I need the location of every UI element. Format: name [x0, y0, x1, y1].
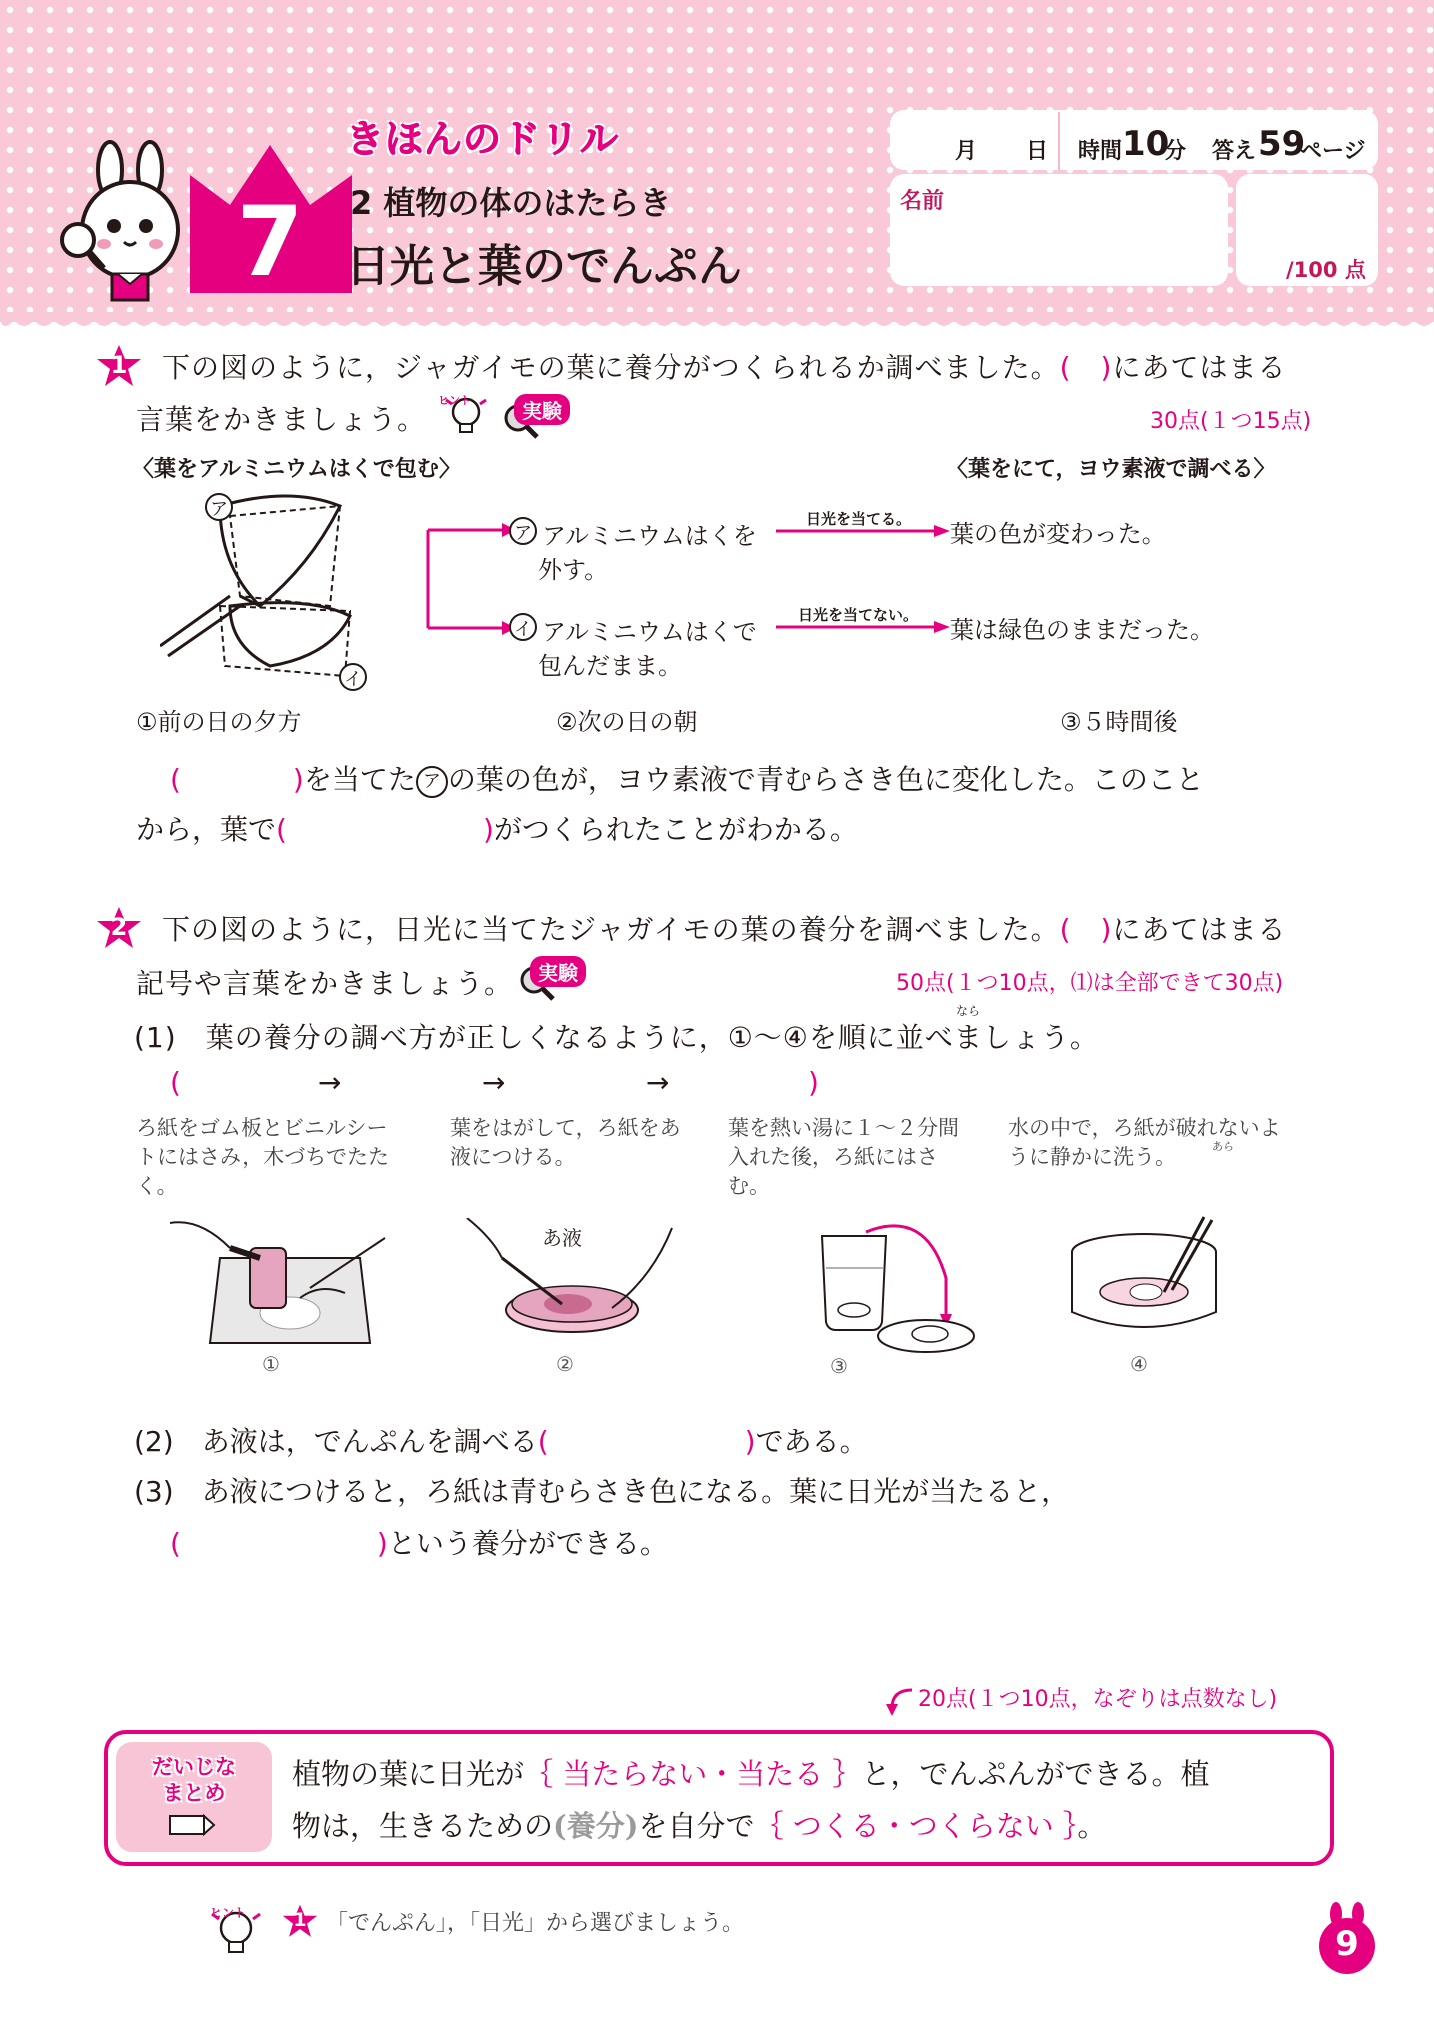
step-4-wash-illustration: [1064, 1212, 1228, 1352]
order-open-paren: (: [170, 1066, 181, 1099]
foil-leaves-illustration: [160, 486, 390, 686]
day-label: 日: [1026, 139, 1049, 164]
q2-sub1: (1) 葉の養分の調べ方が正しくなるように，①〜④を順に並べましょう。: [134, 1021, 1099, 1054]
row-a-result: 葉の色が変わった。: [950, 520, 1166, 548]
q1-instruction-line1: 下の図のように，ジャガイモの葉に養分がつくられるか調べました。( )にあてはまる: [162, 351, 1287, 384]
order-slot-2[interactable]: [360, 1070, 460, 1102]
order-slot-1[interactable]: [200, 1070, 300, 1102]
divider: [1058, 112, 1060, 170]
footer-hint-number: 1: [293, 1909, 307, 1931]
q1-answer-line1: ( )を当てた ア の葉の色が，ヨウ素液で青むらさき色に変化した。このこと: [170, 763, 1204, 796]
q1-points: 30点(１つ15点): [1150, 409, 1312, 434]
footer-hint-text: 「でんぷん」，「日光」から選びましょう。: [326, 1911, 745, 1936]
order-slot-4[interactable]: [688, 1070, 788, 1102]
step-3-text: 葉を熱い湯に１〜２分間入れた後，ろ紙にはさむ。: [728, 1116, 959, 1198]
answer-blank-starch[interactable]: ( ): [276, 813, 494, 846]
summary-choice-1[interactable]: ｛ 当たらない・当たる ｝: [524, 1757, 862, 1791]
fig-4-label: ④: [1130, 1352, 1148, 1376]
step-1-hammer-illustration: [170, 1218, 400, 1348]
row-a-mark: ア: [514, 523, 532, 544]
q2-instruction-line1: 下の図のように，日光に当てたジャガイモの葉の養分を調べました。( )にあてはまる: [162, 913, 1287, 946]
q2-sub3-line1: (3) あ液につけると，ろ紙は青むらさき色になる。葉に日光が当たると，: [134, 1475, 1070, 1508]
summary-badge: だいじな まとめ: [152, 1755, 236, 1805]
summary-box: [104, 1730, 1334, 1866]
score-label: /100 点: [1286, 258, 1366, 282]
q1-instruction-line2: 言葉をかきましょう。: [136, 403, 427, 436]
time-label: 時間: [1078, 139, 1123, 164]
series-label: きほんのドリル: [346, 117, 620, 161]
summary-arrow-icon: [884, 1684, 920, 1720]
summary-line1: 植物の葉に日光が｛ 当たらない・当たる ｝と，でんぷんができる。植: [292, 1757, 1210, 1791]
row-i-arrow: [776, 620, 952, 634]
order-arrow-1: →: [318, 1066, 342, 1099]
row-i-text1: アルミニウムはくで: [542, 618, 757, 646]
row-a-text1: アルミニウムはくを: [542, 522, 757, 550]
q2-sub2: (2) あ液は，でんぷんを調べる( )である。: [134, 1425, 868, 1458]
answer-blank-nutrient[interactable]: ( ): [170, 1527, 388, 1560]
q1-answer-line2: から，葉で( )がつくられたことがわかる。: [136, 813, 858, 846]
page-title: 日光と葉のでんぷん: [346, 241, 742, 292]
row-a-text2: 外す。: [538, 556, 609, 584]
hint-badge-label: ヒント: [438, 394, 471, 407]
fig-2-label: ②: [556, 1352, 574, 1376]
experiment-badge-2: 実験: [530, 956, 586, 987]
drill-number: 7: [236, 186, 304, 298]
header-wave-edge: [0, 312, 1434, 336]
q2-sub3-line2: ( )という養分ができる。: [170, 1527, 668, 1560]
row-a-arrow: [776, 524, 952, 538]
q2-instruction-line2: 記号や言葉をかきましょう。: [136, 967, 514, 1000]
answer-label: 答え: [1212, 139, 1257, 164]
inline-mark-a: ア: [416, 766, 448, 798]
row-i-text2: 包んだまま。: [538, 652, 682, 680]
answer-unit: ページ: [1300, 139, 1366, 164]
step-3-beaker-illustration: [806, 1218, 982, 1358]
order-slot-3[interactable]: [524, 1070, 624, 1102]
footer-hint-label: ヒント: [210, 1906, 247, 1920]
page-number: 9: [1335, 1924, 1359, 1964]
answer-blank-iodine[interactable]: ( ): [537, 1425, 756, 1458]
time-value: 10: [1122, 124, 1170, 164]
summary-points: 20点(１つ10点，なぞりは点数なし): [918, 1687, 1278, 1712]
answer-page: 59: [1258, 124, 1306, 164]
question-2-number: 2: [110, 913, 128, 941]
q2-points: 50点(１つ10点，⑴は全部できて30点): [896, 971, 1284, 996]
summary-trace-word[interactable]: (養分): [553, 1809, 639, 1843]
label-i: イ: [344, 669, 362, 690]
order-arrow-2: →: [482, 1066, 506, 1099]
row-i-result: 葉は緑色のままだった。: [950, 616, 1214, 644]
row-i-mark: イ: [514, 619, 532, 640]
row-i-arrow-label: 日光を当てない。: [798, 606, 919, 624]
fig-3-label: ③: [830, 1354, 848, 1378]
name-label: 名前: [900, 189, 945, 214]
ruby-ara: あら: [1212, 1140, 1234, 1153]
unit-label: 2 植物の体のはたらき: [350, 184, 672, 222]
experiment-badge: 実験: [514, 394, 570, 425]
ruby-nara: なら: [956, 1004, 981, 1018]
q1-caption-left: 〈葉をアルミニウムはくで包む〉: [132, 457, 461, 482]
step-1-text: ろ紙をゴム板とビニルシートにはさみ，木づちでたたく。: [136, 1116, 390, 1198]
timeline-2: ②次の日の朝: [556, 708, 698, 736]
q1-caption-right: 〈葉をにて，ヨウ素液で調べる〉: [946, 457, 1276, 482]
pencil-icon: [166, 1808, 216, 1844]
question-1-number: 1: [110, 351, 128, 379]
time-unit: 分: [1164, 139, 1187, 164]
step-4-text: 水の中で，ろ紙が破れないように静かに洗う。: [1008, 1116, 1281, 1169]
summary-line2: 物は，生きるための(養分)を自分で｛ つくる・つくらない ｝。: [292, 1809, 1107, 1843]
timeline-3: ③５時間後: [1060, 708, 1178, 736]
label-a: ア: [210, 499, 228, 520]
order-close-paren: ): [808, 1066, 819, 1099]
answer-blank-sunlight[interactable]: ( ): [170, 763, 304, 796]
fig-2-solution-label: あ液: [542, 1226, 582, 1250]
summary-choice-2[interactable]: ｛ つくる・つくらない ｝: [754, 1809, 1078, 1843]
month-label: 月: [955, 139, 978, 164]
branch-arrows: [420, 520, 520, 640]
timeline-1: ①前の日の夕方: [136, 708, 302, 736]
order-arrow-3: →: [646, 1066, 670, 1099]
step-2-text: 葉をはがして，ろ紙をあ液につける。: [450, 1116, 681, 1169]
row-a-arrow-label: 日光を当てる。: [806, 510, 912, 528]
fig-1-label: ①: [262, 1352, 280, 1376]
